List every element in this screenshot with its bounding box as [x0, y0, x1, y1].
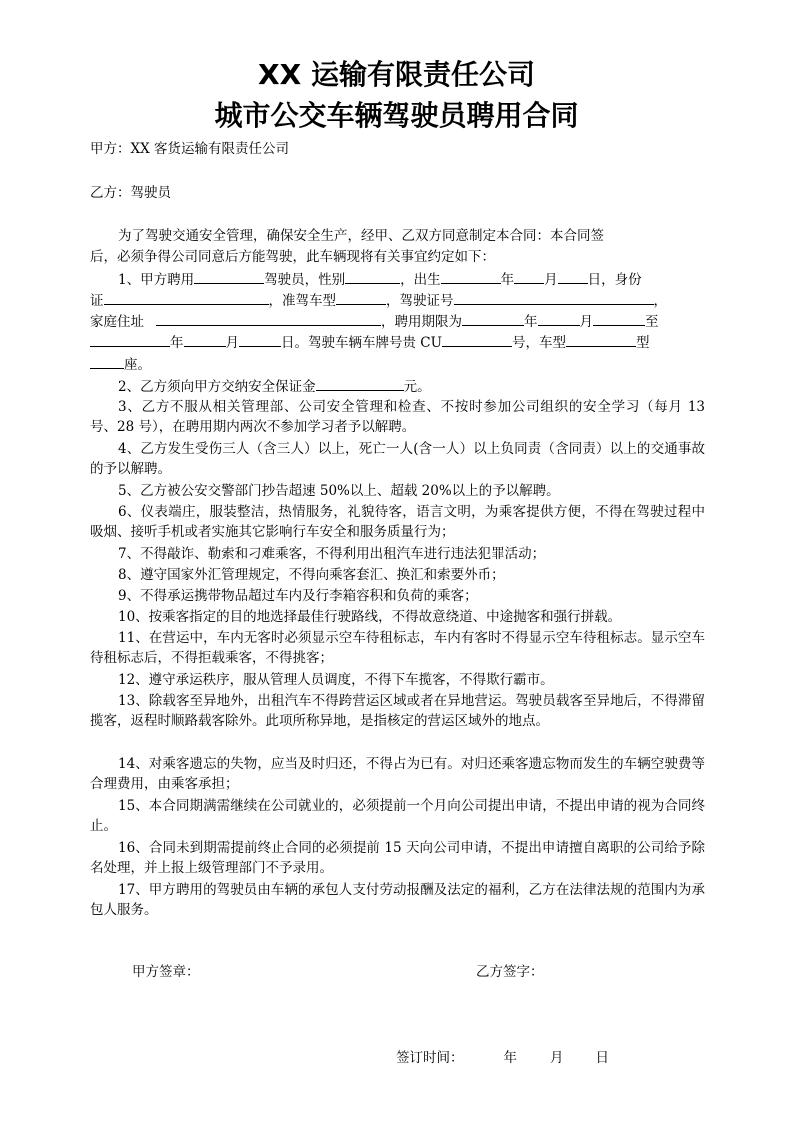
clause-11: 11、在营运中，车内无客时必须显示空车待租标志，车内有客时不得显示空车待租标志。显示空车待租标志后，不得拒载乘客，不得挑客； — [90, 630, 705, 666]
term-end-day-blank[interactable] — [239, 332, 281, 347]
term-start-day-blank[interactable] — [593, 311, 645, 326]
clause-12: 12、遵守承运秩序，服从管理人员调度，不得下车揽客，不得欺行霸市。 — [118, 672, 554, 688]
clause-1-line-4: 年 月 日。驾驶车辆车牌号贵 CU 号，车型 型 — [90, 332, 650, 353]
birth-month-blank[interactable] — [514, 269, 544, 284]
name-blank[interactable] — [194, 269, 264, 284]
clause-2: 2、乙方须向甲方交纳安全保证金 元。 — [118, 376, 431, 397]
clause-6: 6、仪表端庄，服装整洁，热情服务，礼貌待客，语言文明，为乘客提供方便，不得在驾驶过程中吸烟、接听手机或者实施其它影响行车安全和服务质量行为； — [90, 504, 705, 540]
clause-4: 4、乙方发生受伤三人（含三人）以上，死亡一人(含一人）以上负同责（含同责）以上的交通事故的予以解聘。 — [90, 441, 705, 477]
seat-count-blank[interactable] — [90, 354, 124, 369]
license-number-blank[interactable] — [454, 290, 654, 305]
party-a-signature-label: 甲方签章： — [132, 964, 200, 980]
address-blank[interactable] — [156, 311, 381, 326]
party-a: 甲方：XX 客货运输有限责任公司 — [90, 141, 290, 157]
clause-1-line-2: 证 ，准驾车型 ，驾驶证号 ， — [90, 290, 667, 311]
clause-17: 17、甲方聘用的驾驶员由车辆的承包人支付劳动报酬及法定的福利，乙方在法律法规的范围内为承包人服务。 — [90, 882, 705, 918]
signing-month: 月 — [550, 1050, 564, 1066]
clause-7: 7、不得敲诈、勒索和刁难乘客，不得利用出租汽车进行违法犯罪活动； — [118, 546, 546, 562]
signing-day: 日 — [595, 1050, 609, 1066]
clause-3: 3、乙方不服从相关管理部、公司安全管理和检查、不按时参加公司组织的安全学习（每月 13 号、28 号），在聘用期内两次不参加学习者予以解聘。 — [90, 399, 705, 435]
clause-1-line-1: 1、甲方聘用 驾驶员，性别 ，出生 年 月 日，身份 — [118, 269, 642, 290]
vehicle-model-blank[interactable] — [566, 332, 636, 347]
contract-title: 城市公交车辆驾驶员聘用合同 — [214, 99, 579, 132]
party-b-signature-label: 乙方签字： — [476, 964, 544, 980]
clause-13: 13、除载客至异地外，出租汽车不得跨营运区域或者在异地营运。驾驶员载客至异地后，不得滞留揽客，返程时顺路载客除外。此项所称异地，是指核定的营运区域外的地点。 — [90, 693, 705, 729]
term-end-month-blank[interactable] — [184, 332, 226, 347]
clause-10: 10、按乘客指定的目的地选择最佳行驶路线，不得故意绕道、中途抛客和强行拼载。 — [118, 609, 622, 625]
clause-8: 8、遵守国家外汇管理规定，不得向乘客套汇、换汇和索要外币； — [118, 567, 505, 583]
clause-5: 5、乙方被公安交警部门抄告超速 50%以上、超载 20%以上的予以解聘。 — [118, 483, 560, 499]
term-start-year-blank[interactable] — [462, 311, 524, 326]
clause-15: 15、本合同期满需继续在公司就业的，必须提前一个月向公司提出申请，不提出申请的视为合同终止。 — [90, 798, 705, 834]
company-title: XX 运输有限责任公司 — [258, 58, 535, 91]
signing-year: 年 — [503, 1050, 517, 1066]
clause-14: 14、对乘客遗忘的失物，应当及时归还，不得占为已有。对归还乘客遗忘物而发生的车辆空驶费等合理费用，由乘客承担； — [90, 756, 705, 792]
clause-1-line-5: 座。 — [90, 354, 151, 375]
gender-blank[interactable] — [345, 269, 400, 284]
term-start-month-blank[interactable] — [538, 311, 580, 326]
clause-9: 9、不得承运携带物品超过车内及行李箱容积和负荷的乘客； — [118, 588, 478, 604]
signing-date-label: 签订时间： — [396, 1050, 464, 1066]
term-end-year-blank[interactable] — [90, 332, 170, 347]
license-class-blank[interactable] — [336, 290, 386, 305]
intro-line-1: 为了驾驶交通安全管理，确保安全生产，经甲、乙双方同意制定本合同：本合同签 — [118, 228, 604, 244]
birth-year-blank[interactable] — [441, 269, 501, 284]
intro-line-2: 后，必须争得公司同意后方能驾驶，此车辆现将有关事宜约定如下： — [90, 249, 495, 265]
clause-16: 16、合同未到期需提前终止合同的必须提前 15 天向公司申请，不提出申请擅自离职的公司给予除名处理，并上报上级管理部门不予录用。 — [90, 840, 705, 876]
signing-date — [396, 1048, 609, 1068]
clause-1-line-3: 家庭住址 ，聘用期限为 年 月 至 — [90, 311, 659, 332]
deposit-amount-blank[interactable] — [316, 376, 404, 391]
plate-number-blank[interactable] — [442, 332, 512, 347]
birth-day-blank[interactable] — [558, 269, 588, 284]
id-number-blank[interactable] — [104, 290, 269, 305]
party-b: 乙方：驾驶员 — [90, 185, 171, 201]
